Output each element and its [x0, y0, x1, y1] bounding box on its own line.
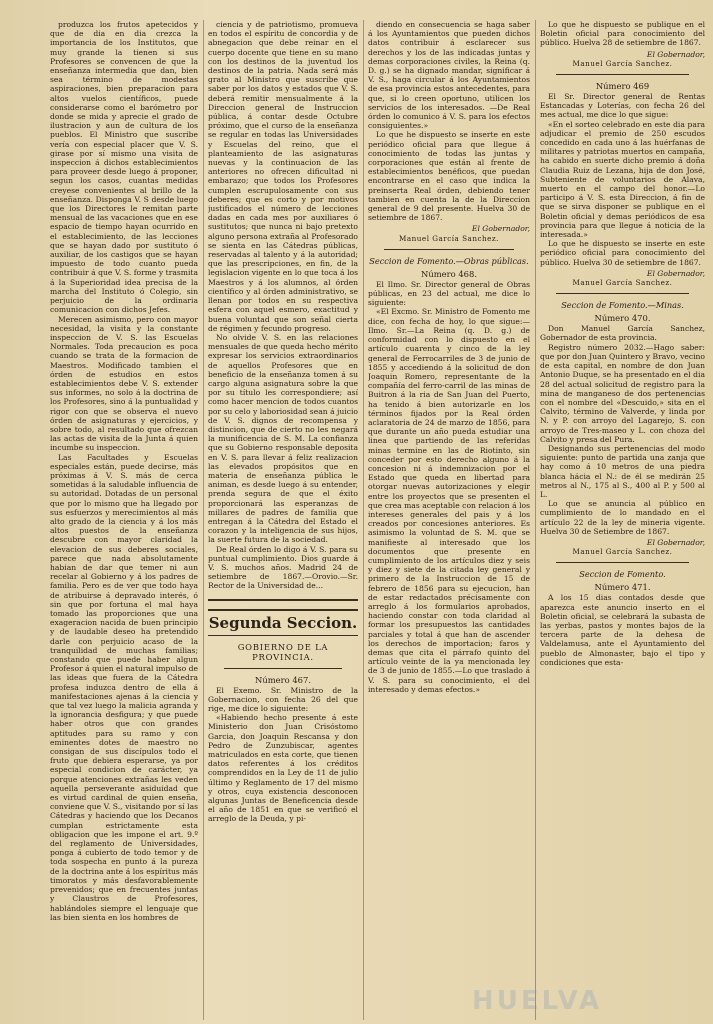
paragraph: Lo que he dispuesto se inserte en este periódico oficial para conocimiento del público. Huelva 30 de setiembre de 1867.	[540, 239, 705, 267]
signature-title: El Gobernador,	[646, 268, 705, 278]
paragraph: De Real órden lo digo á V. S. para su puntual cumplimiento. Dios guarde á V. S. muchos años. Madrid 24 de setiembre de 1867.—Orovio.—Sr. Rector de la Universidad de...	[208, 544, 358, 591]
section-title: Seccion de Fomento.	[579, 569, 666, 580]
paragraph: «El Excmo. Sr. Ministro de Fomento me dice, con fecha de hoy, lo que sigue:—Ilmo. Sr.—La Reina (q. D. g.) de conformidad con lo dispuesto en el artículo cuarenta y cinco de la ley general de Ferrocarriles de 3 de junio de 1855 y accediendo á la solicitud de don Joaquin Romero, representante de la compañía del ferro-carril de las minas de Buitron á la ria de San Juan del Puerto, ha tenido á bien autorizarle en los términos fijados por la Real órden aclaratoria de 24 de marzo de 1856, para que durante un año pueda estudiar una linea que partiendo de las referidas minas termine en las de Riotinto, sin conceder por esto derecho alguno á la concesion ni á indemnizacion por el Estado que queda en libertad para otorgar nuevas autorizaciones y elegir entre los proyectos que se presenten el que crea mas aceptable con relacion á los intereses generales del pais y á los creados por concesiones anteriores. Es asimismo la voluntad de S. M. que se manifieste al interesado que los documentos que presente en cumplimiento de los artículos diez y seis y diez y siete de la citada ley general y primero de la Instruccion de 15 de febrero de 1856 para su ejecucion, han de estar redactados précisamente con arreglo á los formularios aprobados, haciendo constar con toda claridad al formar los presupuestos las cantidades parciales y total á que han de ascender los derechos de importacion; faros y demas que cita el párrafo quinto del artículo veinte de la ya mencionada ley de 3 de junio de 1855.—Lo que traslado á V. S. para su conocimiento, el del interesado y demas efectos.»	[368, 307, 530, 694]
section-title: Seccion de Fomento.—Obras públicas.	[369, 255, 529, 266]
section-title: Seccion de Fomento.—Minas.	[561, 300, 684, 311]
column-4	[540, 20, 705, 1020]
notice-number: Número 467.	[255, 674, 311, 685]
signature-title: El Gobernador,	[471, 224, 530, 234]
signature-name: Manuel García Sanchez.	[572, 547, 673, 557]
paragraph: «Habiendo hecho presente á este Ministerio don Juan Crisóstomo Garcia, don Joaquin Rescansa y don Pedro de Zunzubiscar, agentes matriculados en esta corte, que tienen datos referentes á los créditos comprendidos en la Ley de 11 de julio último y Reglamento de 17 del mismo y otros, cuya existencia desconocen algunas Juntas de Beneficencia desde el año de 1851 en que se verificó el arreglo de la Deuda, y pi-	[208, 713, 358, 824]
paragraph: ciencia y de patriotismo, promueva en todos el espíritu de concordia y de abnegacion que debe reinar en el cuerpo docente que tiene en su mano con los destinos de la juventud los destinos de la patria. Nada será más grato al Ministro que suscribe que saber por los datos y estados que V. S. deberá remitir mensualmente á la Direccion general de Instruccion pública, á contar desde Octubre próximo, que el curso de la enseñanza se regular en todas las Universidades y Escuelas del reino, que el planteamiento de las asignaturas nuevas y la continuacion de las anteriores no ofrecen dificultad ni embarazo; que todos los Profesores cumplen escrupulosamente con sus deberes; que es corto y por motivos justificados el número de lecciones dadas en cada mes por auxiliares ó sustitutos; que nunca ni bajo pretexto alguno persona extraña al Profesorado se sienta en las Cátedras públicas, reservadas al talento y á la autoridad; que las prescripciones, en fin, de la legislacion vigente en lo que toca á los Maestros y á los alumnos, al órden científico y al órden administrativo, se llenan por todos en su respectiva esfera con aquel esmero, exactitud y buena voluntad que son señal cierta de régimen y fecundo progreso.	[208, 20, 358, 333]
divider	[208, 599, 358, 601]
paragraph: produzca los frutos apetecidos y que de dia en dia crezca la importancia de los Institutos, que muy grande la tienen si sus Profesores se convencen de que la enseñanza intermedia que dan, bien sea término de modestas aspiraciones, bien preparacion para altos vuelos científicos, puede considerarse como el barómetro por donde se mida y aprecie el grado de ilustracion y aun de cultura de los pueblos. El Ministro que suscribe vería con especial placer que V. S. girase por sí mismo una visita de inspeccion á dichos establecimientos para proveer desde luego á proponer, segun los casos, cuantas medidas creyese convenientes al brillo de la enseñanza. Disponga V. S desde luego que los Directores le remitan parte mensual de las vacaciones que en ese espacio de tiempo hayan ocurrido en el establecimiento, de las lecciones que se hayan dado por sustituto ó auxiliar, de los castigos que se hayan impuesto de todo cuanto pueda contribuir á que V. S. forme y trasmita á la Superioridad idea precisa de la marcha del Instituto ó Colegio, sin perjuicio de la ordinaria comunicacion con dichos Jefes.	[50, 20, 198, 315]
paragraph: Lo que he dispuesto se publique en el Boletin oficial para conocimiento del público. Huelva 28 de setiembre de 1867.	[540, 20, 705, 48]
column-rule	[535, 20, 536, 1020]
paragraph: No olvide V. S. en las relaciones mensuales de que queda hecho mérito expresar los servicios extraordinarios de aquellos Profesores que en beneficio de la enseñanza tomen á su cargo alguna asignatura sobre la que por su título les correspondiere; así como hacer mencion de todos cuantos por su celo y laboriosidad sean á juicio de V. S. dignos de recompensa y distincion, que de cierto no les negará la munificencia de S. M. La confianza que su Gobierno responsable deposita en V. S. para llevar á feliz realizacion las elevados propósitos que en materia de enseñanza pública le animan, es desde luego á su entender, prenda segura de que el éxito proporcionará las esperanzas de millares de padres de familia que entregan á la Cátedra del Estado el corazon y la inteligencia de sus hijos, la suerte futura de la sociedad.	[208, 332, 358, 545]
paragraph: A los 15 dias contados desde que aparezca este anuncio inserto en el Boletin oficial, se celebrará la subasta de las yerbas, pastos y montes bajos de la tercera parte de la dehesa de Valdelamusa, ante el Ayuntamiento del pueblo de Almonaster, bajo el tipo y condiciones que esta-	[540, 593, 705, 667]
paragraph: Merecen asimismo, pero con mayor necesidad, la visita y la constante inspeccion de V. S. las Escuelas Normales. Toda precaucion es poca cuando se trata de la formacion de Maestros. Modificado tambien el órden de estudios en estos establecimientos debe V. S. extender sus informes, no solo á la doctrina de los Profesores, sino á la puntualidad y rigor con que se observa el nuevo órden de asignaturas y ejercicios, y sobre todo, al resultado que ofrezcan las actas de visita de la Junta á quien incumbe su inspeccion.	[50, 314, 198, 453]
column-1	[50, 20, 198, 1020]
signature-name: Manuel García Sanchez.	[572, 58, 673, 68]
paragraph: Don Manuel García Sanchez, Gobernador de esta provincia.	[540, 324, 705, 343]
paragraph: El Ilmo. Sr. Director general de Obras públicas, en 23 del actual, me dice lo siguiente:	[368, 279, 530, 308]
notice-number: Número 470.	[594, 313, 651, 324]
paragraph: Lo que se anuncia al público en cumplimiento de lo mandado en el artículo 22 de la ley de mineria vigente. Huelva 30 de Setiembre de 1867.	[540, 499, 705, 536]
paragraph: Lo que he dispuesto se inserte en este periódico oficial para que llegue á conocimiento de todas las juntas y corporaciones que están al frente de establecimientos benéficos, que puedan encontrarse en el caso que indica la preinserta Real órden, debiendo tener tambien en cuenta la de la Direccion general de 9 del presente. Huelva 30 de setiembre de 1867.	[368, 130, 530, 223]
divider	[556, 74, 689, 75]
notice-number: Número 471.	[594, 582, 651, 593]
column-3	[368, 20, 530, 1020]
paragraph: Las Facultades y Escuelas especiales están, puede decirse, más próximas á V. S. más de cerca sometidas á la saludable influencia de su autoridad. Dotadas de un personal que por lo mismo que ha llegado por sus esfuerzos y merecimientos al más alto grado de la ciencia y á los más altos puestos de la enseñanza descubre con mayor claridad la elevacion de sus deberes sociales, parece que nada absolutamente habian de dar que temer ni aun recelar al Gobierno y á los padres de familia. Pero es de ver que todo haya de atribuirse á depravado interés, ó sin que por fortuna el mal haya tomado las proporciones que una exageracion nacida de buen principio y de laudable deseo ha pretendido darle con perjuicio acaso de la tranquilidad de muchas familias; constando que puede haber algun Profesor á quien el natural impulso de las ideas que fuera de la Cátedra profesa induzca dentro de ella á manifestaciones ajenas á la ciencia y que tal vez luego la malicia agranda y la ignorancia desfigura; y que puede haber otros que con grandes aptitudes para su ramo y con eminentes dotes de maestro no consigan de sus discípulos todo el fruto que debiera esperarse, ya por especial condicion de carácter, ya porque atenciones extrañas les veden aquella perseverante asiduidad que es virtud cardinal de quien enseña, conviene que V. S., visitando por sí las Cátedras y haciendo que los Decanos cumplan estrictamente esta obligacion que les impone el art. 9.º del reglamento de Universidades, ponga á cubierto de todo temor y de toda sospecha en punto á la pureza de la doctrina ante á los espíritus más timoratos y más desfavorablemente prevenidos; que en frecuentes juntas y Claustros de Profesores, hablándoles siempre el lenguaje que las bien sienta en los hombres de	[50, 452, 198, 922]
column-rule	[203, 20, 204, 1020]
divider	[556, 562, 689, 563]
column-2	[208, 20, 358, 1020]
paragraph: El Sr. Director general de Rentas Estancadas y Loterías, con fecha 26 del mes actual, me dice lo que sigue:	[540, 92, 705, 120]
notice-number: Número 468.	[421, 268, 477, 279]
government-heading: GOBIERNO DE LA PROVINCIA.	[237, 641, 329, 662]
paragraph: «En el sorteo celebrado en este dia para adjudicar el premio de 250 escudos concedido en cada uno á las huérfanas de militares y patriotas muertos en campaña, ha cabido en suerte dicho premio á doña Claudia Ruiz de Lezana, hija de don José, Subteniente de voluntarios de Alava, muerto en el campo del honor.—Lo participo á V. S. esta Direccion, á fin de que se sirva disponer se publique en el Boletin oficial y demas periódicos de esa provincia para que llegue á noticia de la interesada.»	[540, 119, 705, 240]
paragraph: Designando sus pertenencias del modo siguiente: punto de partida una zanja que hay como á 10 metros de una piedra blanca hácia el N.: de él se medirán 25 metros al N., 175 al S., 400 al P. y 500 al L.	[540, 443, 705, 499]
paragraph: Registro número 2032.—Hago saber: que por don Juan Quintero y Bravo, vecino de esta capital, en nombre de don Juan Antonio Duque, se ha presentado en el dia 28 del actual solicitud de registro para la mina de manganeso de dos pertenencias con el nombre del «Descuido,» sita en el Calvito, término de Valverde, y linda por N. y P. con arroyo del Lagarejo, S. con arroyo de Tres-maseo y L. con choza del Calvito y presa del Pura.	[540, 342, 705, 444]
divider	[384, 249, 514, 250]
watermark: HUELVA	[472, 986, 603, 1016]
section-heading: Segunda Seccion.	[208, 609, 358, 636]
signature-name: Manuel García Sanchez.	[572, 278, 673, 288]
notice-number: Número 469	[595, 81, 650, 92]
paragraph: diendo en consecuencia se haga saber á los Ayuntamientos que pueden dichos datos contribuir á esclarecer sus derechos y los de las indicadas juntas y demas corporaciones civiles, la Reina (q. D. g.) se ha dignado mandar, significar á V. S., haga circular á los Ayuntamientos de esa provincia estos antecedentes, para que, si lo creen oportuno, utilicen los servicios de los interesados. —De Real órden lo comunico á V. S. para los efectos consiguientes.»	[368, 20, 530, 131]
signature-title: El Gobernador,	[646, 49, 705, 59]
column-rule	[363, 20, 364, 1020]
paragraph: El Exemo. Sr. Ministro de la Gobernacion, con fecha 26 del que rige, me dice lo siguiente:	[208, 685, 358, 713]
divider	[556, 293, 689, 294]
divider	[224, 668, 342, 669]
signature-title: El Gobernador,	[646, 537, 705, 547]
signature-name: Manuel García Sanchez.	[399, 233, 499, 243]
